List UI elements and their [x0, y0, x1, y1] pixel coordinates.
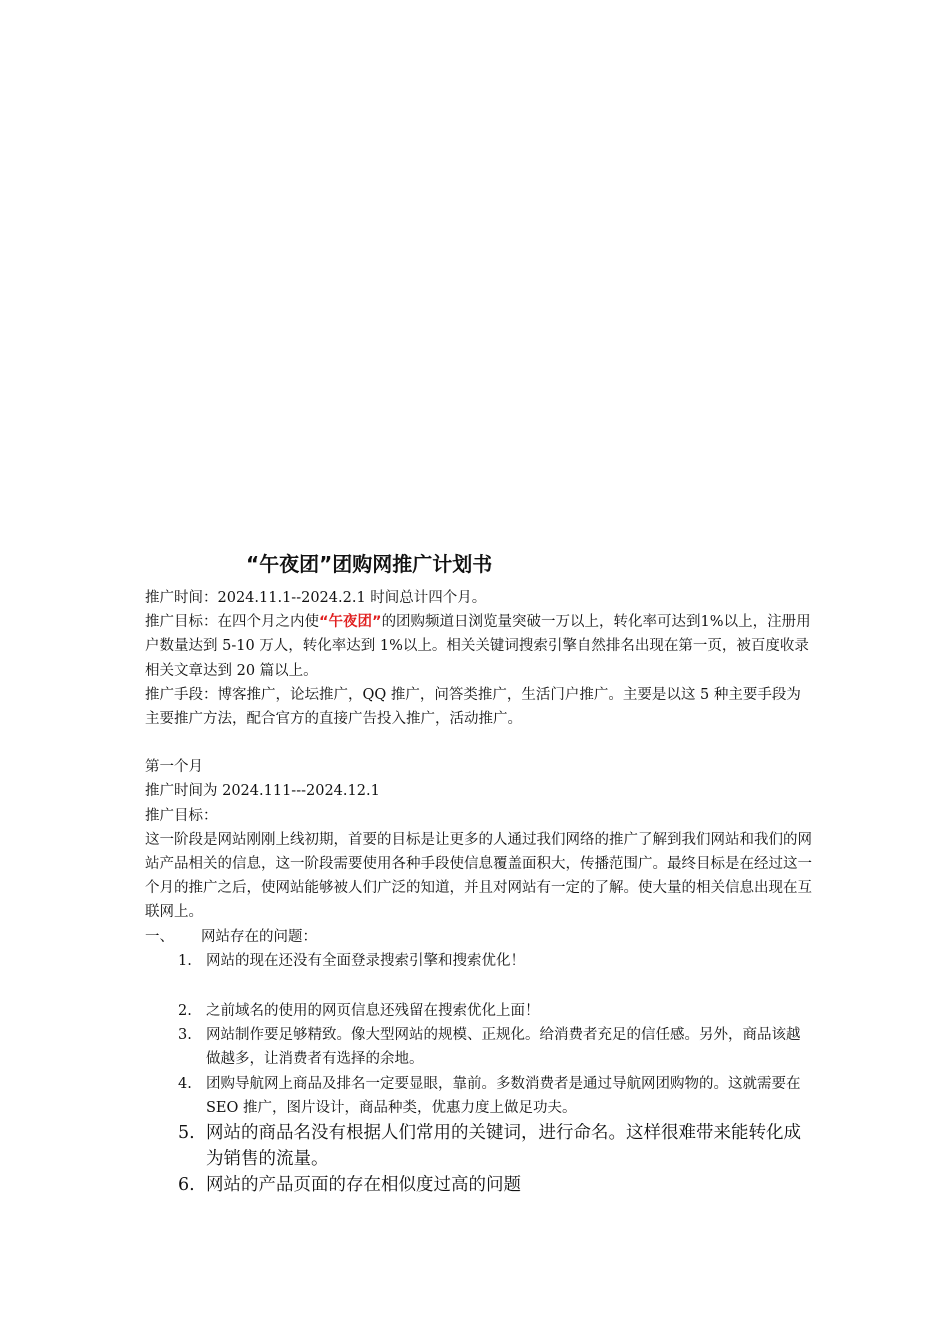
section-number: 一、	[145, 928, 174, 945]
month1-heading: 第一个月	[145, 759, 203, 776]
month1-time: 推广时间为 2024.111---2024.12.1	[145, 783, 380, 800]
list-item: 4. 团购导航网上商品及排名一定要显眼，靠前。多数消费者是通过导航网团购物的。这就需要在 SEO 推广，图片设计，商品种类，优惠力度上做足功夫。	[178, 1075, 801, 1116]
promo-time: 推广时间：2024.11.1--2024.2.1 时间总计四个月。	[145, 590, 487, 606]
month1-goal-text: 这一阶段是网站刚刚上线初期，首要的目标是让更多的人通过我们网络的推广了解到我们网站和我们的网站产品相关的信息，这一阶段需要使用各种手段使信息覆盖面积大，传播范围广。最终目标是在经过这一个月的推广之后，使网站能够被人们广泛的知道，并且对网站有一定的了解。使大量的相关信息出现在互联网上。	[145, 831, 812, 921]
list-item: 3. 网站制作要足够精致。像大型网站的规模、正规化。给消费者充足的信任感。另外，商品该越做越多，让消费者有选择的余地。	[178, 1027, 801, 1068]
list-item: 1. 网站的现在还没有全面登录搜索引擎和搜索优化！	[178, 952, 525, 969]
problem-list	[145, 949, 813, 1198]
document-body	[145, 586, 813, 1198]
brand-highlight: “午夜团”	[319, 614, 382, 631]
month1-goal-label: 推广目标：	[145, 807, 218, 824]
section-heading	[145, 925, 813, 949]
section-label: 网站存在的问题：	[201, 928, 317, 945]
paragraph-gap	[145, 731, 813, 755]
document-title: “午夜团”团购网推广计划书	[246, 552, 493, 576]
list-item: 5. 网站的商品名没有根据人们常用的关键词，进行命名。这样很难带来能转化成为销售的流量。	[178, 1123, 801, 1170]
list-item: 2. 之前域名的使用的网页信息还残留在搜索优化上面！	[178, 1003, 540, 1020]
promo-means: 推广手段：博客推广，论坛推广，QQ 推广，问答类推广，生活门户推广。主要是以这 5 种主要手段为主要推广方法，配合官方的直接广告投入推广，活动推广。	[145, 686, 801, 728]
promo-goal: 推广目标：在四个月之内使“午夜团”的团购频道日浏览量突破一万以上，转化率可达到1%以上，注册用户数量达到 5-10 万人，转化率达到 1%以上。相关关键词搜索引擎自然排名出现在第一页，被百度收录相关文章达到 20 篇以上。	[145, 614, 811, 679]
list-item: 6. 网站的产品页面的存在相似度过高的问题	[178, 1175, 521, 1196]
